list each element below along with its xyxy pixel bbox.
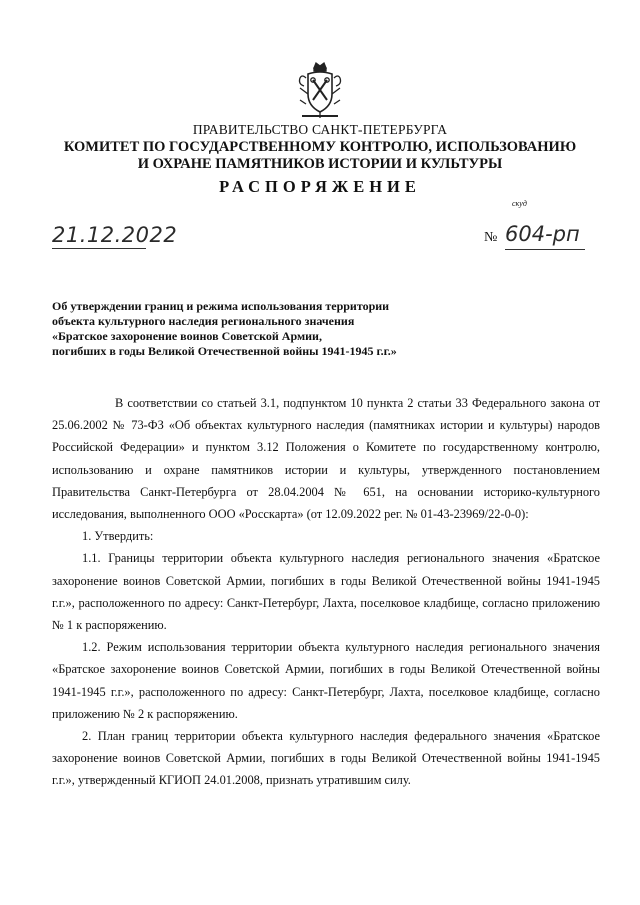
document-number: 604-рп xyxy=(505,222,580,246)
document-date: 21.12.2022 xyxy=(52,223,178,247)
document-type: РАСПОРЯЖЕНИЕ xyxy=(219,177,421,196)
subject-line-4: погибших в годы Великой Отечественной войны 1941-1945 г.г.» xyxy=(52,344,397,358)
date-underline xyxy=(52,248,146,249)
item-1: 1. Утвердить: xyxy=(82,529,154,544)
item-1-1: 1.1. Границы территории объекта культурного наследия регионального значения «Братское захоронение воинов Советской Армии, погибших в годы Великой Отечественной войны 1941-1945 г.г.», расположенного по адресу: Санкт-Петербург, Лахта, поселковое кладбище, согласно приложению № 1 к распоряжению. xyxy=(52,551,600,633)
subject-line-1: Об утверждении границ и режима использования территории xyxy=(52,299,390,313)
document-body xyxy=(52,392,600,792)
committee-name xyxy=(0,139,640,173)
coat-of-arms-icon xyxy=(296,60,344,122)
number-underline xyxy=(505,249,585,250)
number-label: № xyxy=(484,230,498,245)
skud-mark: скуд xyxy=(512,199,527,208)
committee-line-1: КОМИТЕТ ПО ГОСУДАРСТВЕННОМУ КОНТРОЛЮ, ИСПОЛЬЗОВАНИЮ xyxy=(63,139,577,155)
preamble-paragraph: В соответствии со статьей 3.1, подпунктом 10 пункта 2 статьи 33 Федерального закона от 25.06.2002 № 73-ФЗ «Об объектах культурного наследия (памятниках истории и культуры) народов Российской Федерации» и пунктом 3.12 Положения о Комитете по государственному контролю, использованию и охране памятников истории и культуры, утвержденного постановлением Правительства Санкт-Петербурга от 28.04.2004 № 651, на основании историко-культурного исследования, выполненного ООО «Росскарта» (от 12.09.2022 рег. № 01-43-23969/22-0-0): xyxy=(52,396,600,522)
committee-line-2: И ОХРАНЕ ПАМЯТНИКОВ ИСТОРИИ И КУЛЬТУРЫ xyxy=(137,156,503,172)
document-subject xyxy=(52,299,472,359)
item-2: 2. План границ территории объекта культурного наследия федерального значения «Братское захоронение воинов Советской Армии, погибших в годы Великой Отечественной войны 1941-1945 г.г.», утвержденный КГИОП 24.01.2008, признать утратившим силу. xyxy=(52,729,600,788)
subject-line-2: объекта культурного наследия регионального значения xyxy=(52,314,355,328)
item-1-2: 1.2. Режим использования территории объекта культурного наследия регионального значения «Братское захоронение воинов Советской Армии, погибших в годы Великой Отечественной войны 1941-1945 г.г.», расположенного по адресу: Санкт-Петербург, Лахта, поселковое кладбище, согласно приложению № 2 к распоряжению. xyxy=(52,640,600,721)
subject-line-3: «Братское захоронение воинов Советской Армии, xyxy=(52,329,322,343)
government-name: ПРАВИТЕЛЬСТВО САНКТ-ПЕТЕРБУРГА xyxy=(192,122,448,137)
